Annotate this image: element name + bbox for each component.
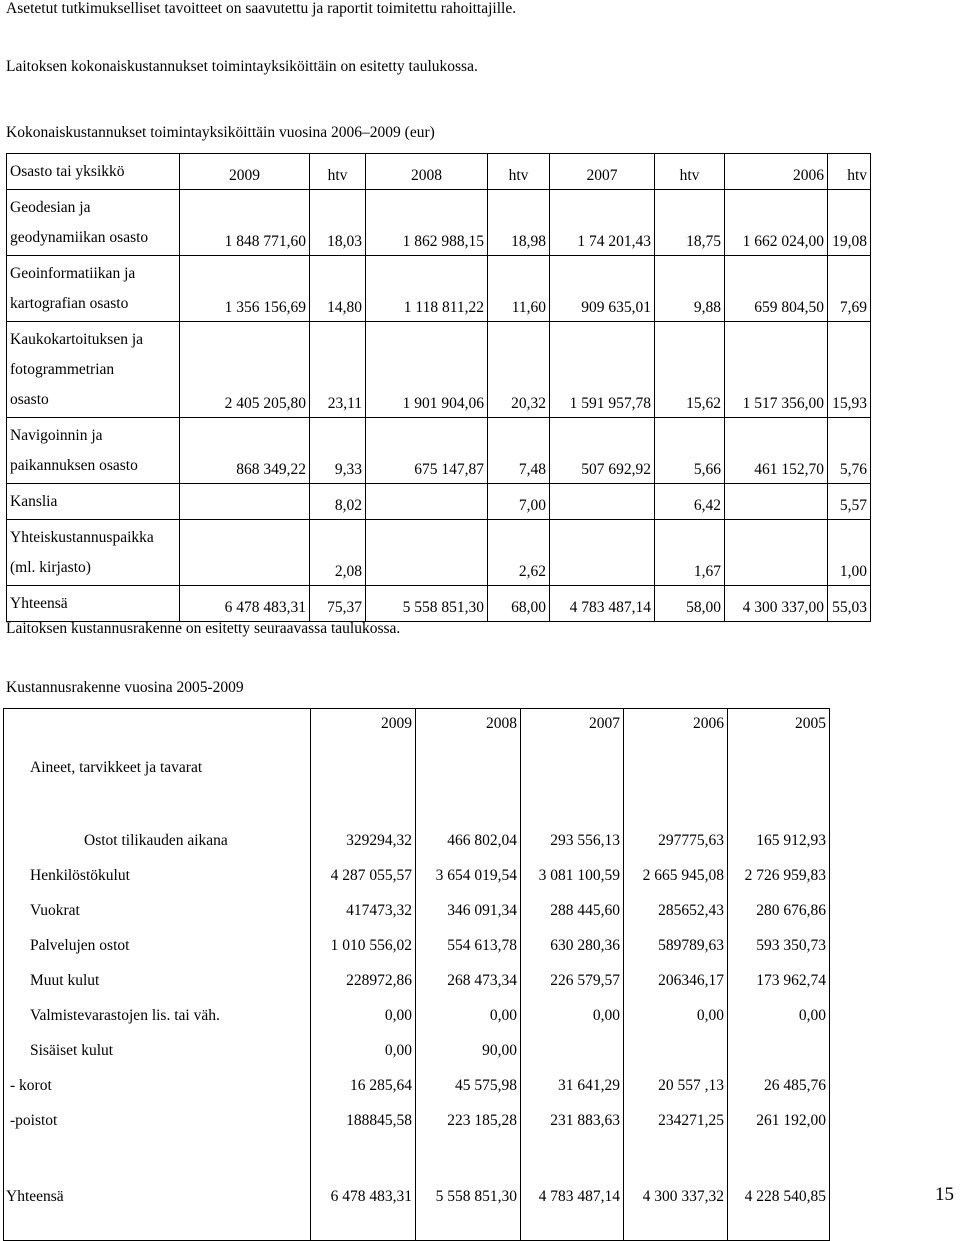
table-cell: 165 912,93 bbox=[728, 814, 830, 853]
table-cell: 1 848 771,60 bbox=[180, 190, 310, 256]
table-cell: 1 862 988,15 bbox=[366, 190, 488, 256]
table-cell: 23,11 bbox=[310, 322, 366, 418]
table-cell bbox=[550, 520, 655, 586]
table-cell: 55,03 bbox=[828, 586, 871, 622]
table-cell: 7,48 bbox=[488, 418, 550, 484]
row-label: Vuokrat bbox=[30, 902, 80, 919]
header-htv-2007: htv bbox=[655, 154, 725, 190]
row-label: Henkilöstökulut bbox=[30, 867, 130, 884]
table-cell: 18,75 bbox=[655, 190, 725, 256]
table-cell: 1 662 024,00 bbox=[725, 190, 828, 256]
table-cell: 1,67 bbox=[655, 520, 725, 586]
table-cell: 3 081 100,59 bbox=[521, 853, 624, 888]
table-cell: 329294,32 bbox=[311, 814, 416, 853]
table-row bbox=[7, 322, 871, 418]
table-cell: 2,08 bbox=[310, 520, 366, 586]
table-cell: 2 405 205,80 bbox=[180, 322, 310, 418]
table-cell: 5,76 bbox=[828, 418, 871, 484]
table-cell: 1 517 356,00 bbox=[725, 322, 828, 418]
paragraph-goals: Asetetut tutkimukselliset tavoitteet on saavutettu ja raportit toimitettu rahoittajille. bbox=[6, 0, 517, 17]
row-label: -poistot bbox=[10, 1112, 58, 1129]
table-cell: 15,62 bbox=[655, 322, 725, 418]
table-cell: 2 726 959,83 bbox=[728, 853, 830, 888]
table-cell: 9,33 bbox=[310, 418, 366, 484]
table-cell: 0,00 bbox=[624, 993, 728, 1028]
table-cell: 14,80 bbox=[310, 256, 366, 322]
table-cell: 0,00 bbox=[521, 993, 624, 1028]
table-cell bbox=[366, 484, 488, 520]
header-2009: 2009 bbox=[311, 709, 416, 782]
table-cell: 868 349,22 bbox=[180, 418, 310, 484]
table-row bbox=[4, 1063, 830, 1098]
table-cell: 6 478 483,31 bbox=[311, 1133, 416, 1241]
table-cell: 6,42 bbox=[655, 484, 725, 520]
row-label: Navigoinnin ja paikannuksen osasto bbox=[7, 418, 180, 484]
row-label: Valmistevarastojen lis. tai väh. bbox=[30, 1007, 220, 1024]
table-cell bbox=[366, 520, 488, 586]
table-cell: 20,32 bbox=[488, 322, 550, 418]
header-2008: 2008 bbox=[416, 709, 521, 782]
table-cell: 1 591 957,78 bbox=[550, 322, 655, 418]
table-cell: 0,00 bbox=[416, 993, 521, 1028]
table-cell: 659 804,50 bbox=[725, 256, 828, 322]
table-row bbox=[4, 1098, 830, 1133]
table-total-row bbox=[7, 586, 871, 622]
table-cell: 228972,86 bbox=[311, 958, 416, 993]
table-row bbox=[4, 1028, 830, 1063]
table-cell: 15,93 bbox=[828, 322, 871, 418]
table-cell: 507 692,92 bbox=[550, 418, 655, 484]
table-row bbox=[7, 190, 871, 256]
header-htv-2009: htv bbox=[310, 154, 366, 190]
table-cell: 68,00 bbox=[488, 586, 550, 622]
table-cell: 0,00 bbox=[311, 993, 416, 1028]
header-2005: 2005 bbox=[728, 709, 830, 782]
row-label: Geodesian ja geodynamiikan osasto bbox=[7, 190, 180, 256]
table-row bbox=[4, 814, 830, 853]
row-label: Yhteensä bbox=[7, 586, 180, 622]
table-cell: 675 147,87 bbox=[366, 418, 488, 484]
table-cell: 285652,43 bbox=[624, 888, 728, 923]
table-row bbox=[4, 958, 830, 993]
spacer-row bbox=[4, 781, 830, 814]
table-cell: 4 287 055,57 bbox=[311, 853, 416, 888]
table-cell: 5,57 bbox=[828, 484, 871, 520]
table-row bbox=[7, 484, 871, 520]
paragraph-cost-structure: Laitoksen kustannusrakenne on esitetty seuraavassa taulukossa. bbox=[6, 620, 401, 637]
table2-header-row bbox=[4, 709, 830, 782]
table-cell: 45 575,98 bbox=[416, 1063, 521, 1098]
table-row bbox=[4, 853, 830, 888]
paragraph-intro-costs: Laitoksen kokonaiskustannukset toimintayksiköittäin on esitetty taulukossa. bbox=[6, 58, 478, 75]
table-cell: 417473,32 bbox=[311, 888, 416, 923]
table-cell: 909 635,01 bbox=[550, 256, 655, 322]
table-cell: 20 557 ,13 bbox=[624, 1063, 728, 1098]
table2-title: Kustannusrakenne vuosina 2005-2009 bbox=[6, 679, 244, 696]
cost-by-unit-table bbox=[6, 153, 871, 622]
table-cell: 26 485,76 bbox=[728, 1063, 830, 1098]
row-label: Palvelujen ostot bbox=[30, 937, 130, 954]
table-cell: 58,00 bbox=[655, 586, 725, 622]
table-cell bbox=[728, 1028, 830, 1063]
row-label: Geoinformatiikan ja kartografian osasto bbox=[7, 256, 180, 322]
table-cell bbox=[550, 484, 655, 520]
table-cell: 18,98 bbox=[488, 190, 550, 256]
table-row bbox=[7, 256, 871, 322]
table-total-row bbox=[4, 1133, 830, 1241]
table-cell: 1 010 556,02 bbox=[311, 923, 416, 958]
row-label: Kaukokartoituksen ja fotogrammetrian osasto bbox=[7, 322, 180, 418]
table-cell: 173 962,74 bbox=[728, 958, 830, 993]
table-cell: 593 350,73 bbox=[728, 923, 830, 958]
table-cell: 261 192,00 bbox=[728, 1098, 830, 1133]
table-cell: 6 478 483,31 bbox=[180, 586, 310, 622]
table-cell: 2,62 bbox=[488, 520, 550, 586]
table-cell: 293 556,13 bbox=[521, 814, 624, 853]
header-2006: 2006 bbox=[725, 154, 828, 190]
table-cell: 346 091,34 bbox=[416, 888, 521, 923]
table-cell: 1 901 904,06 bbox=[366, 322, 488, 418]
cost-structure-table bbox=[3, 708, 830, 1241]
table-cell: 231 883,63 bbox=[521, 1098, 624, 1133]
table-cell: 188845,58 bbox=[311, 1098, 416, 1133]
table-cell: 226 579,57 bbox=[521, 958, 624, 993]
header-2009: 2009 bbox=[180, 154, 310, 190]
table-cell bbox=[521, 1028, 624, 1063]
table-cell: 5,66 bbox=[655, 418, 725, 484]
table-cell: 234271,25 bbox=[624, 1098, 728, 1133]
table-cell: 4 783 487,14 bbox=[521, 1133, 624, 1241]
row-label: Ostot tilikauden aikana bbox=[84, 832, 228, 849]
table-row bbox=[4, 923, 830, 958]
row-label: - korot bbox=[10, 1077, 52, 1094]
table-cell: 288 445,60 bbox=[521, 888, 624, 923]
table-cell: 7,69 bbox=[828, 256, 871, 322]
table-cell: 280 676,86 bbox=[728, 888, 830, 923]
table-cell bbox=[180, 520, 310, 586]
table-cell: 0,00 bbox=[311, 1028, 416, 1063]
table-cell: 0,00 bbox=[728, 993, 830, 1028]
table-cell: 466 802,04 bbox=[416, 814, 521, 853]
table-cell bbox=[624, 1028, 728, 1063]
table-cell: 7,00 bbox=[488, 484, 550, 520]
table-cell: 4 228 540,85 bbox=[728, 1133, 830, 1241]
table-cell: 1 118 811,22 bbox=[366, 256, 488, 322]
row-label: Sisäiset kulut bbox=[30, 1042, 114, 1059]
table-cell: 1,00 bbox=[828, 520, 871, 586]
table-cell: 223 185,28 bbox=[416, 1098, 521, 1133]
table-cell: 4 783 487,14 bbox=[550, 586, 655, 622]
table-cell: 11,60 bbox=[488, 256, 550, 322]
table-cell: 297775,63 bbox=[624, 814, 728, 853]
row-label: Yhteiskustannuspaikka (ml. kirjasto) bbox=[7, 520, 180, 586]
table-cell: 16 285,64 bbox=[311, 1063, 416, 1098]
header-unit: Osasto tai yksikkö bbox=[7, 154, 180, 190]
row-label: Kanslia bbox=[7, 484, 180, 520]
table-row bbox=[4, 993, 830, 1028]
row-label: Yhteensä bbox=[6, 1188, 64, 1205]
table-cell: 90,00 bbox=[416, 1028, 521, 1063]
table-cell: 4 300 337,32 bbox=[624, 1133, 728, 1241]
table-cell: 2 665 945,08 bbox=[624, 853, 728, 888]
table-cell: 461 152,70 bbox=[725, 418, 828, 484]
table1-header-row bbox=[7, 154, 871, 190]
table-cell: 31 641,29 bbox=[521, 1063, 624, 1098]
table-cell: 75,37 bbox=[310, 586, 366, 622]
table-cell: 5 558 851,30 bbox=[416, 1133, 521, 1241]
row-label: Muut kulut bbox=[30, 972, 100, 989]
table-cell bbox=[180, 484, 310, 520]
table-cell: 630 280,36 bbox=[521, 923, 624, 958]
header-htv-2006: htv bbox=[828, 154, 871, 190]
table-cell: 8,02 bbox=[310, 484, 366, 520]
table-row bbox=[7, 418, 871, 484]
table-cell: 19,08 bbox=[828, 190, 871, 256]
table-cell: 9,88 bbox=[655, 256, 725, 322]
table-cell: 554 613,78 bbox=[416, 923, 521, 958]
table-cell: 589789,63 bbox=[624, 923, 728, 958]
table-cell: 206346,17 bbox=[624, 958, 728, 993]
header-2006: 2006 bbox=[624, 709, 728, 782]
table-cell: 1 356 156,69 bbox=[180, 256, 310, 322]
page-number: 15 bbox=[935, 1184, 954, 1205]
table-cell bbox=[725, 484, 828, 520]
table-cell: 268 473,34 bbox=[416, 958, 521, 993]
table-row bbox=[7, 520, 871, 586]
header-2007: 2007 bbox=[521, 709, 624, 782]
group-label-cell: Aineet, tarvikkeet ja tavarat bbox=[30, 759, 203, 776]
table-cell: 1 74 201,43 bbox=[550, 190, 655, 256]
table-cell: 3 654 019,54 bbox=[416, 853, 521, 888]
table-cell: 18,03 bbox=[310, 190, 366, 256]
header-htv-2008: htv bbox=[488, 154, 550, 190]
table-cell bbox=[725, 520, 828, 586]
table-cell: 4 300 337,00 bbox=[725, 586, 828, 622]
table1-title: Kokonaiskustannukset toimintayksiköittäin vuosina 2006–2009 (eur) bbox=[6, 124, 435, 141]
table-row bbox=[4, 888, 830, 923]
header-2008: 2008 bbox=[366, 154, 488, 190]
table-cell: 5 558 851,30 bbox=[366, 586, 488, 622]
header-2007: 2007 bbox=[550, 154, 655, 190]
